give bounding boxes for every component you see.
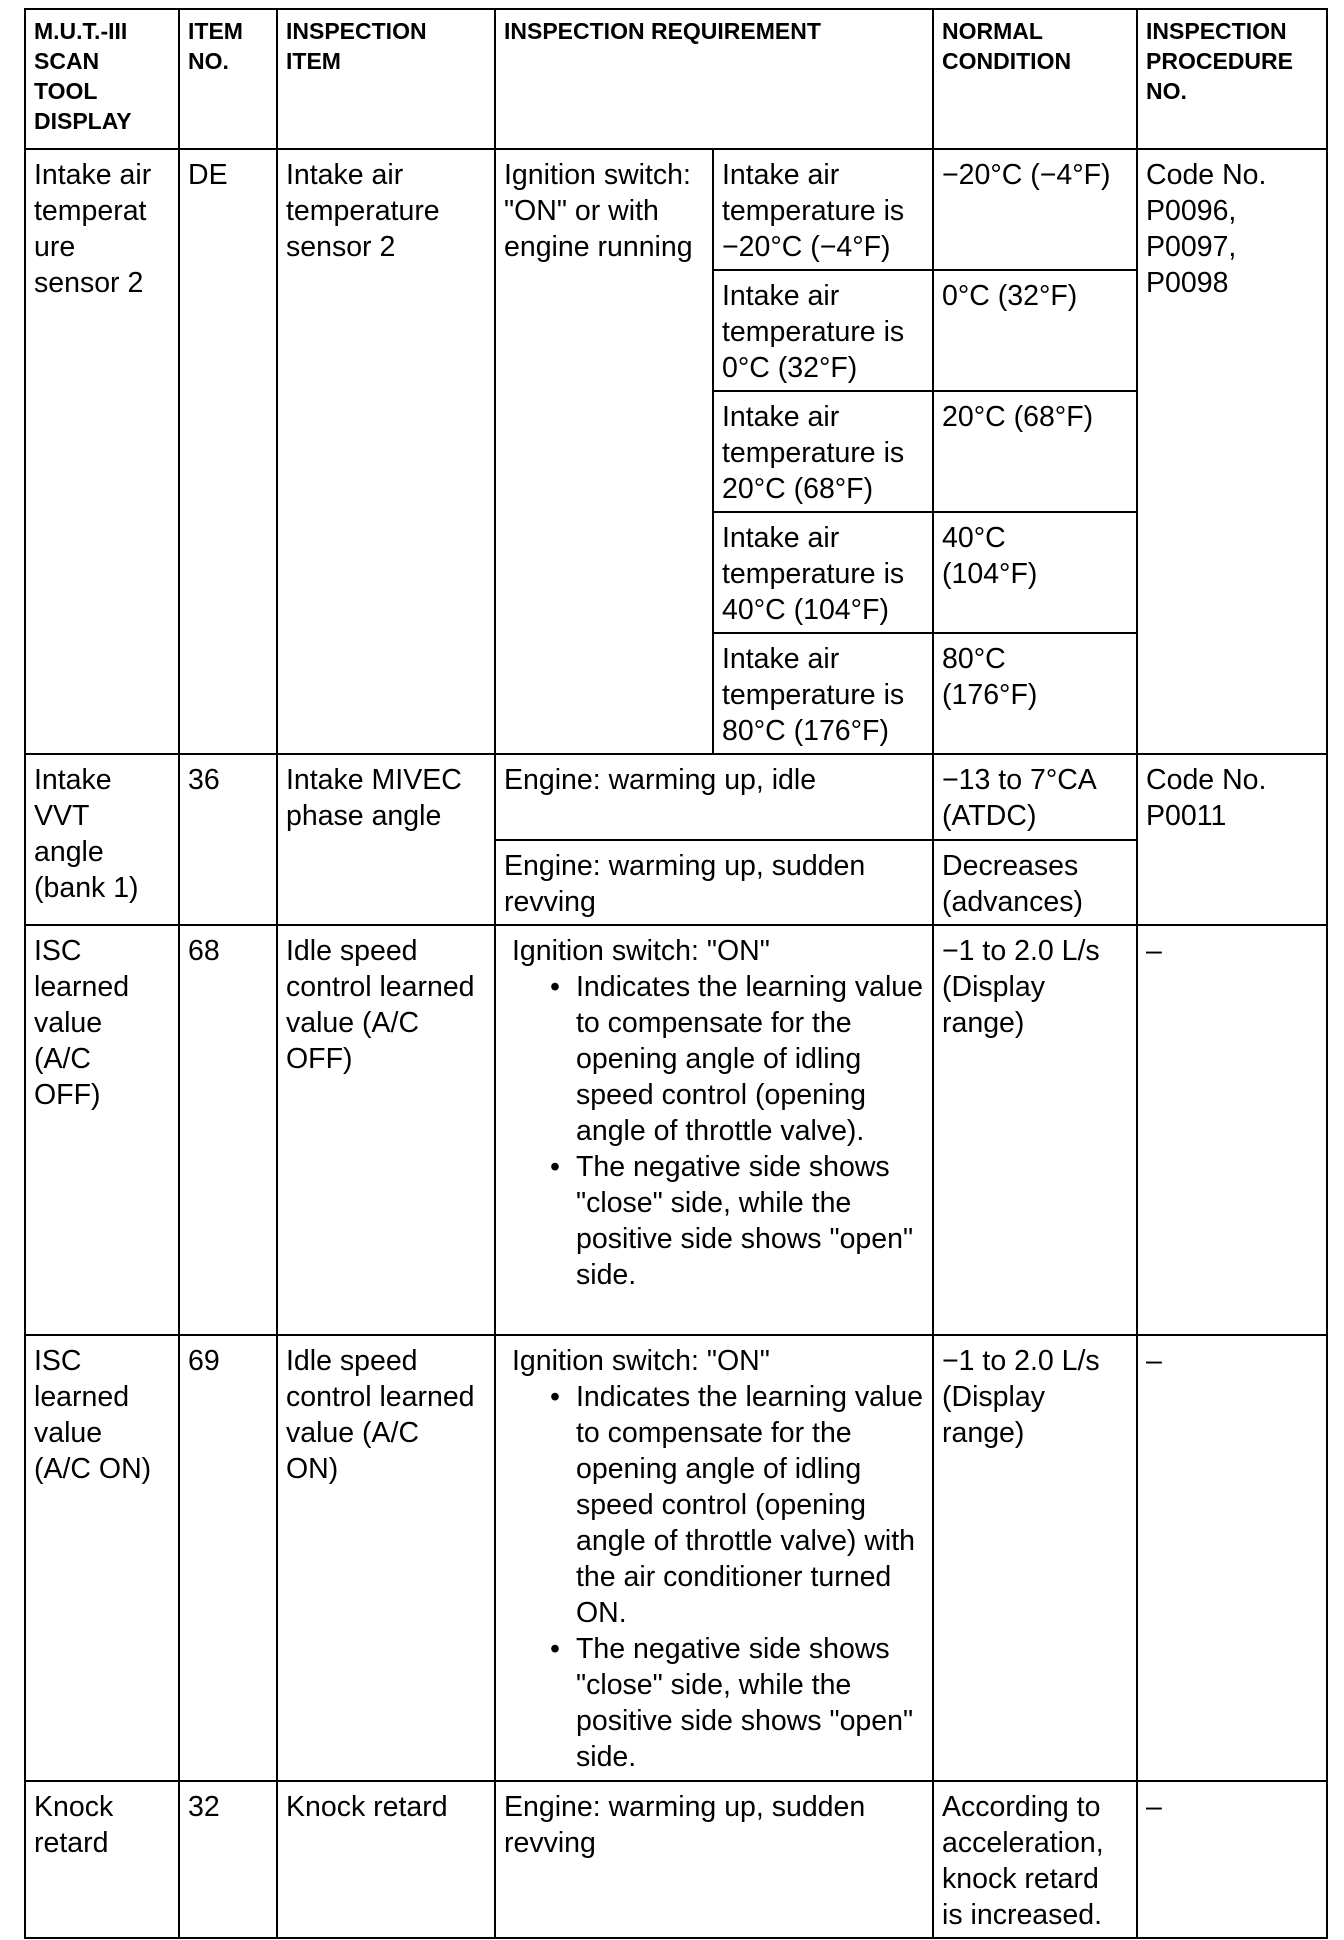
normal-condition-cell: 20°C (68°F)	[933, 391, 1137, 512]
bullet-item: • The negative side shows "close" side, while the positive side shows "open" side.	[542, 1631, 926, 1775]
header-inspection-item: INSPECTION ITEM	[277, 9, 495, 149]
procedure-cell: Code No. P0096, P0097, P0098	[1137, 149, 1327, 754]
requirement-sub-cell: Intake air temperature is 20°C (68°F)	[713, 391, 933, 512]
header-inspection-requirement: INSPECTION REQUIREMENT	[495, 9, 933, 149]
requirement-cell	[495, 925, 933, 1335]
inspection-item-cell: Idle speed control learned value (A/C ON)	[277, 1335, 495, 1781]
inspection-table	[24, 8, 1328, 1939]
table-row	[25, 925, 1327, 1335]
requirement-sub-cell: Intake air temperature is 0°C (32°F)	[713, 270, 933, 391]
normal-condition-cell: According to acceleration, knock retard is increased.	[933, 1781, 1137, 1938]
display-cell: Knock retard	[25, 1781, 179, 1938]
normal-condition-cell: −13 to 7°CA (ATDC)	[933, 754, 1137, 840]
display-cell: ISC learned value (A/C ON)	[25, 1335, 179, 1781]
header-normal-condition: NORMAL CONDITION	[933, 9, 1137, 149]
table-row	[25, 754, 1327, 840]
header-procedure-no: INSPECTION PROCEDURE NO.	[1137, 9, 1327, 149]
item-no-cell: DE	[179, 149, 277, 754]
inspection-item-cell: Intake air temperature sensor 2	[277, 149, 495, 754]
item-no-cell: 68	[179, 925, 277, 1335]
requirement-cell: Engine: warming up, idle	[495, 754, 933, 840]
procedure-cell: Code No. P0011	[1137, 754, 1327, 925]
bullet-item: • The negative side shows "close" side, while the positive side shows "open" side.	[542, 1149, 926, 1293]
procedure-cell: –	[1137, 925, 1327, 1335]
procedure-cell: –	[1137, 1335, 1327, 1781]
normal-condition-cell: 80°C (176°F)	[933, 633, 1137, 754]
normal-condition-cell: −1 to 2.0 L/s (Display range)	[933, 925, 1137, 1335]
bullet-list	[504, 1379, 926, 1775]
item-no-cell: 36	[179, 754, 277, 925]
table-row	[25, 1335, 1327, 1781]
requirement-condition-cell: Ignition switch: "ON" or with engine running	[495, 149, 713, 754]
normal-condition-cell: −1 to 2.0 L/s (Display range)	[933, 1335, 1137, 1781]
requirement-lead: Ignition switch: "ON"	[512, 1345, 770, 1377]
header-row	[25, 9, 1327, 149]
display-cell: ISC learned value (A/C OFF)	[25, 925, 179, 1335]
normal-condition-cell: 40°C (104°F)	[933, 512, 1137, 633]
normal-condition-cell: −20°C (−4°F)	[933, 149, 1137, 270]
normal-condition-cell: Decreases (advances)	[933, 840, 1137, 925]
bullet-item: • Indicates the learning value to compensate for the opening angle of idling speed control (opening angle of throttle valve).	[542, 969, 926, 1149]
procedure-cell: –	[1137, 1781, 1327, 1938]
requirement-sub-cell: Intake air temperature is 40°C (104°F)	[713, 512, 933, 633]
normal-condition-cell: 0°C (32°F)	[933, 270, 1137, 391]
requirement-cell: Engine: warming up, sudden revving	[495, 840, 933, 925]
display-cell: Intake air temperat ure sensor 2	[25, 149, 179, 754]
bullet-item: • Indicates the learning value to compensate for the opening angle of idling speed control (opening angle of throttle valve) with the air conditioner turned ON.	[542, 1379, 926, 1631]
inspection-item-cell: Idle speed control learned value (A/C OFF)	[277, 925, 495, 1335]
inspection-item-cell: Knock retard	[277, 1781, 495, 1938]
header-item-no: ITEM NO.	[179, 9, 277, 149]
item-no-cell: 69	[179, 1335, 277, 1781]
table-row	[25, 1781, 1327, 1938]
requirement-lead: Ignition switch: "ON"	[512, 935, 770, 967]
requirement-cell	[495, 1335, 933, 1781]
display-cell: Intake VVT angle (bank 1)	[25, 754, 179, 925]
header-display: M.U.T.-III SCAN TOOL DISPLAY	[25, 9, 179, 149]
bullet-list	[504, 969, 926, 1293]
requirement-sub-cell: Intake air temperature is 80°C (176°F)	[713, 633, 933, 754]
inspection-item-cell: Intake MIVEC phase angle	[277, 754, 495, 925]
requirement-cell: Engine: warming up, sudden revving	[495, 1781, 933, 1938]
requirement-sub-cell: Intake air temperature is −20°C (−4°F)	[713, 149, 933, 270]
table-row	[25, 149, 1327, 270]
item-no-cell: 32	[179, 1781, 277, 1938]
